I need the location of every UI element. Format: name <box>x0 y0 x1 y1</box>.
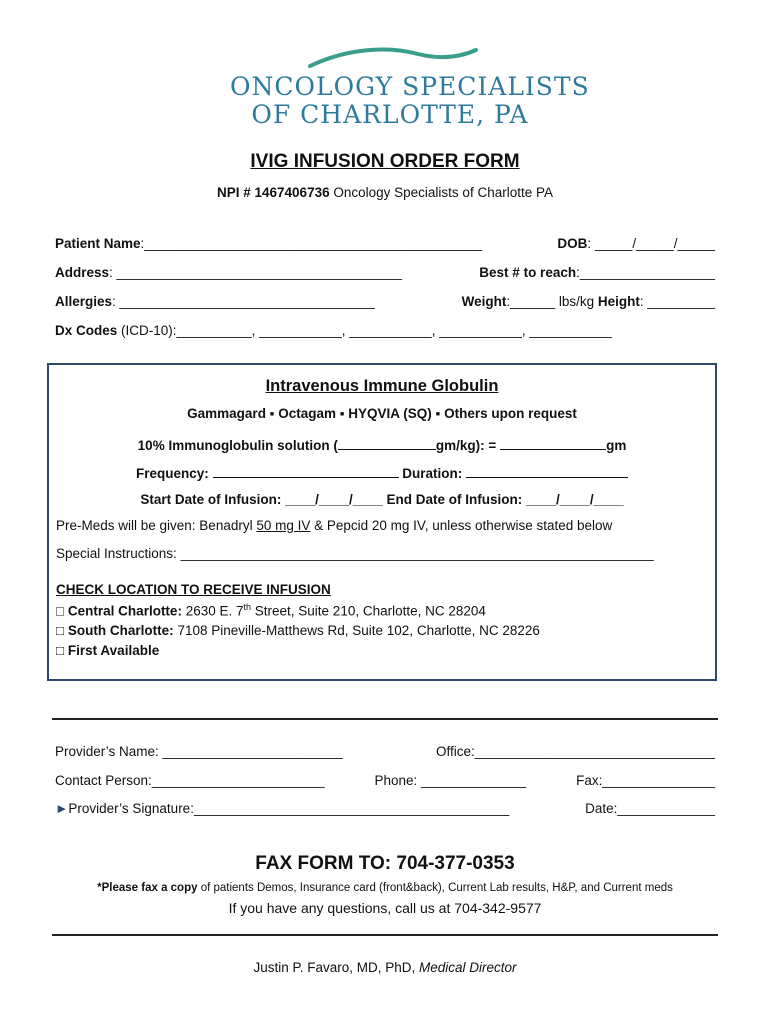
phone-field[interactable]: ______________ <box>421 773 527 788</box>
premeds-prefix: Pre-Meds will be given: Benadryl <box>56 518 257 533</box>
fax-note-rest: of patients Demos, Insurance card (front&back), Current Lab results, H&P, and Current meds <box>197 882 673 894</box>
dx-codes-field[interactable]: (ICD-10):__________, ___________, ___________, ___________, ___________ <box>121 323 612 338</box>
provider-name-field[interactable]: ________________________ <box>162 744 343 759</box>
special-instructions-row <box>56 546 654 561</box>
office-label: Office: <box>435 744 475 759</box>
premeds-dose: 50 mg IV <box>256 518 311 533</box>
duration-field[interactable] <box>466 463 628 478</box>
dx-codes-label: Dx Codes <box>55 323 118 338</box>
office-field[interactable]: ________________________________ <box>474 744 715 759</box>
form-title: IVIG INFUSION ORDER FORM <box>250 151 520 172</box>
divider-bottom <box>52 934 718 936</box>
location-central-name: Central Charlotte: <box>67 603 182 619</box>
fax-note-bold: *Please fax a copy <box>97 882 198 894</box>
arrow-right-icon: ► <box>55 801 69 816</box>
weight-label: Weight <box>461 294 507 309</box>
end-date-field[interactable]: ____/____/____ <box>526 492 624 507</box>
date-label: Date: <box>585 801 618 816</box>
solution-prefix: 10% Immunoglobulin solution ( <box>137 438 338 453</box>
patient-name-label: Patient Name <box>55 236 141 251</box>
location-south <box>56 623 540 638</box>
allergies-field[interactable]: : __________________________________ <box>112 294 375 309</box>
special-instructions-label: Special Instructions: <box>56 546 177 561</box>
start-date-field[interactable]: ____/____/____ <box>285 492 383 507</box>
solution-mid: gm/kg): = <box>435 438 497 453</box>
phone-label: Phone: <box>374 773 422 788</box>
clinic-logo <box>230 44 590 129</box>
questions-line: If you have any questions, call us at 704-342-9577 <box>228 900 542 916</box>
contact-label: Contact Person: <box>55 773 152 788</box>
address-row <box>55 265 715 280</box>
end-date-label: End Date of Infusion: <box>386 492 523 507</box>
location-south-checkbox[interactable]: □ <box>56 623 65 638</box>
medical-director <box>0 960 770 975</box>
dx-codes-row <box>55 323 715 338</box>
special-instructions-field[interactable]: _______________________________________________________________ <box>180 546 654 561</box>
allergies-label: Allergies <box>55 294 113 309</box>
infusion-dates-row <box>47 492 717 507</box>
total-dose-field[interactable] <box>500 435 606 450</box>
best-number-label: Best # to reach <box>479 265 577 280</box>
fax-label: Fax: <box>576 773 603 788</box>
fax-note <box>0 882 770 894</box>
patient-name-field[interactable]: :_____________________________________________ <box>140 236 483 251</box>
location-first-available <box>56 643 159 658</box>
address-label: Address <box>55 265 110 280</box>
best-number-field[interactable]: :__________________ <box>576 265 715 280</box>
duration-label: Duration: <box>402 466 463 481</box>
patient-name-row <box>55 236 715 251</box>
allergies-row <box>55 294 715 309</box>
location-south-name: South Charlotte: <box>67 623 174 638</box>
npi-number: NPI # 1467406736 <box>217 185 330 200</box>
fax-form-title: FAX FORM TO: 704-377-0353 <box>255 853 515 874</box>
date-field[interactable]: _____________ <box>617 801 715 816</box>
premeds-suffix: & Pepcid 20 mg IV, unless otherwise stated below <box>310 518 613 533</box>
location-central-address-a: 2630 E. 7 <box>185 603 244 619</box>
divider-top <box>52 718 718 720</box>
provider-name-label: Provider’s Name: <box>55 744 163 759</box>
location-central-address-sup: th <box>243 602 252 612</box>
location-central-checkbox[interactable]: □ <box>56 603 65 619</box>
fax-field[interactable]: _______________ <box>602 773 715 788</box>
signature-row <box>55 801 715 816</box>
signature-label: Provider’s Signature: <box>68 801 194 816</box>
location-title: CHECK LOCATION TO RECEIVE INFUSION <box>56 582 331 597</box>
location-central <box>56 602 486 619</box>
contact-field[interactable]: _______________________ <box>151 773 325 788</box>
dose-per-kg-field[interactable] <box>338 435 436 450</box>
premeds-line <box>56 518 612 533</box>
product-options: Gammagard ▪ Octagam ▪ HYQVIA (SQ) ▪ Others upon request <box>187 406 577 421</box>
solution-suffix: gm <box>606 438 627 453</box>
location-first-name: First Available <box>67 643 160 658</box>
logo-swoosh-icon <box>308 44 478 70</box>
frequency-label: Frequency: <box>135 466 209 481</box>
location-first-checkbox[interactable]: □ <box>56 643 65 658</box>
contact-row <box>55 773 715 788</box>
frequency-duration-row <box>47 463 717 481</box>
dob-label: DOB <box>557 236 588 251</box>
frequency-field[interactable] <box>213 463 399 478</box>
location-central-address-b: Street, Suite 210, Charlotte, NC 28204 <box>251 603 486 619</box>
logo-text-line2: OF CHARLOTTE, PA <box>251 100 529 129</box>
director-name: Justin P. Favaro, MD, PhD, <box>253 960 420 975</box>
address-field[interactable]: : ______________________________________ <box>109 265 402 280</box>
npi-line <box>0 185 770 200</box>
provider-name-row <box>55 744 715 759</box>
solution-dose-row <box>47 435 717 453</box>
npi-org: Oncology Specialists of Charlotte PA <box>333 185 553 200</box>
location-south-address: 7108 Pineville-Matthews Rd, Suite 102, Charlotte, NC 28226 <box>177 623 540 638</box>
signature-field[interactable]: __________________________________________ <box>193 801 510 816</box>
height-label: Height <box>597 294 640 309</box>
dob-field[interactable]: : _____/_____/_____ <box>587 236 715 251</box>
start-date-label: Start Date of Infusion: <box>140 492 282 507</box>
ivig-section-title: Intravenous Immune Globulin <box>265 377 499 395</box>
logo-text-line1: ONCOLOGY SPECIALISTS <box>230 72 590 101</box>
weight-field[interactable]: :______ lbs/kg <box>506 294 595 309</box>
director-title: Medical Director <box>419 960 517 975</box>
height-field[interactable]: : _________ <box>639 294 715 309</box>
